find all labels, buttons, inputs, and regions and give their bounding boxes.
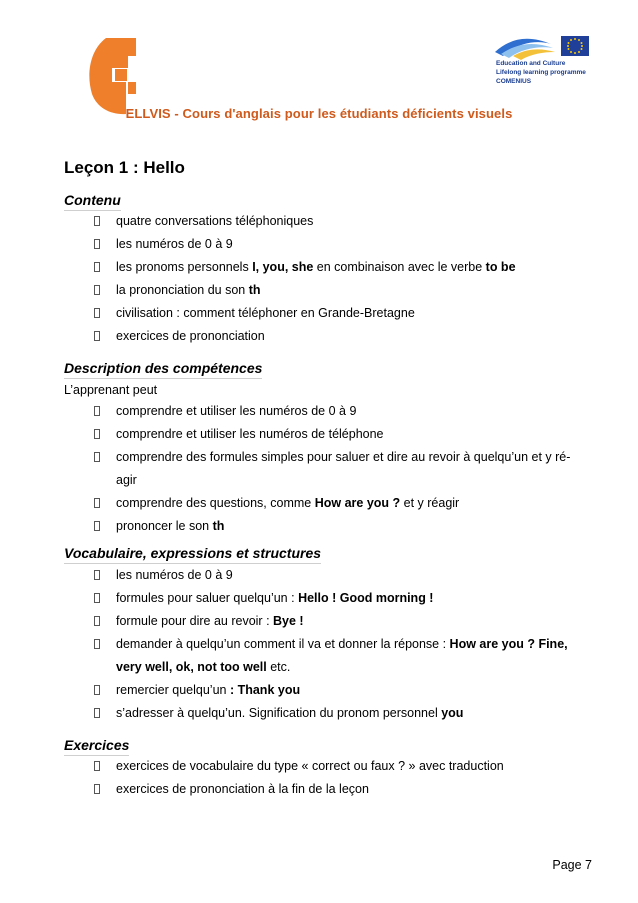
bullet-icon [94,784,100,794]
list-item: s’adresser à quelqu’un. Signification du pronom personnel you [94,702,594,725]
list-item: formules pour saluer quelqu’un : Hello ! Good morning ! [94,587,594,610]
bullet-icon [94,262,100,272]
bullet-icon [94,285,100,295]
list-item: les numéros de 0 à 9 [94,564,594,587]
list-item: exercices de prononciation à la fin de la leçon [94,778,594,801]
bullet-icon [94,308,100,318]
list-item: exercices de vocabulaire du type « correct ou faux ? » avec traduction [94,755,594,778]
bullet-icon [94,685,100,695]
page-number: Page 7 [552,858,592,872]
list-item: civilisation : comment téléphoner en Grande-Bretagne [94,302,594,325]
bullet-icon [94,429,100,439]
list-item: les numéros de 0 à 9 [94,233,594,256]
bullet-icon [94,708,100,718]
list-item: remercier quelqu’un : Thank you [94,679,594,702]
exercices-list [94,755,594,801]
lesson-title: Leçon 1 : Hello [64,158,185,177]
list-item: formule pour dire au revoir : Bye ! [94,610,594,633]
list-item: la prononciation du son th [94,279,594,302]
section-heading-vocabulaire: Vocabulaire, expressions et structures [64,545,322,561]
section-heading-competences: Description des compétences [64,360,263,376]
bullet-icon [94,616,100,626]
list-item: comprendre et utiliser les numéros de téléphone [94,423,594,446]
bullet-icon [94,570,100,580]
list-item: les pronoms personnels I, you, she en combinaison avec le verbe to be [94,256,594,279]
section-heading-contenu: Contenu [64,192,121,208]
list-item: quatre conversations téléphoniques [94,210,594,233]
list-item: comprendre et utiliser les numéros de 0 à 9 [94,400,594,423]
bullet-icon [94,406,100,416]
list-item: comprendre des formules simples pour saluer et dire au revoir à quelqu’un et y ré- agir [94,446,594,492]
bullet-icon [94,331,100,341]
section-heading-exercices: Exercices [64,737,130,753]
bullet-icon [94,521,100,531]
bullet-icon [94,498,100,508]
eu-programme-text: Education and Culture Lifelong learning programme COMENIUS [496,60,586,85]
list-item: exercices de prononciation [94,325,594,348]
list-item: prononcer le son th [94,515,594,538]
list-item: demander à quelqu’un comment il va et donner la réponse : How are you ? Fine, very well, ok, not too well etc. [94,633,594,679]
list-item: comprendre des questions, comme How are you ? et y réagir [94,492,594,515]
ellvis-logo [86,36,138,116]
bullet-icon [94,239,100,249]
bullet-icon [94,593,100,603]
bullet-icon [94,452,100,462]
bullet-icon [94,216,100,226]
vocabulaire-list [94,564,594,725]
bullet-icon [94,639,100,649]
document-header-title: ELLVIS - Cours d'anglais pour les étudiants déficients visuels [125,106,513,121]
bullet-icon [94,761,100,771]
competences-list [94,400,594,538]
competences-intro: L’apprenant peut [64,383,158,397]
contenu-list [94,210,594,348]
